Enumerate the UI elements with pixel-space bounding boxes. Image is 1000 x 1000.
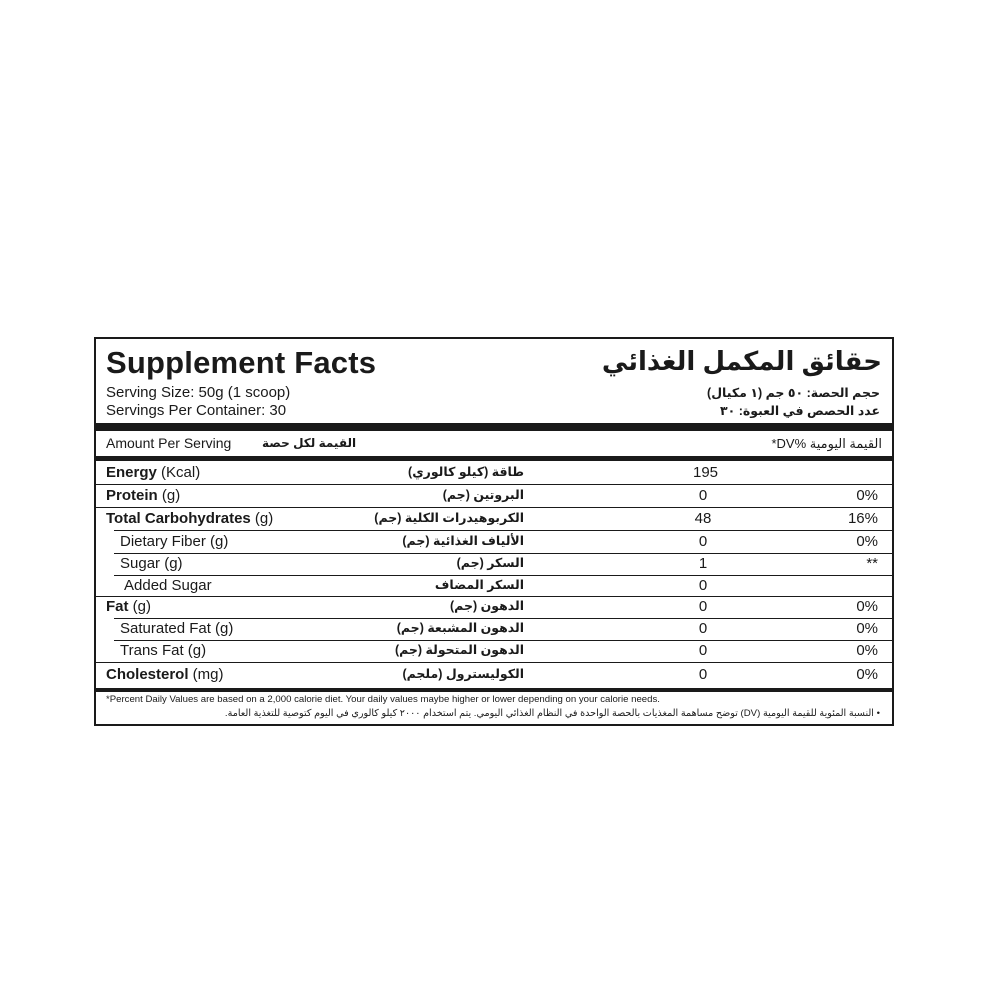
- nutrient-amount: 0: [698, 533, 708, 550]
- nutrient-amount: 0: [698, 577, 708, 594]
- title-en: Supplement Facts: [106, 345, 377, 380]
- nutrient-name-ar: الكربوهيدرات الكلية (جم): [374, 511, 524, 525]
- title-ar: حقائق المكمل الغذائي: [601, 346, 882, 376]
- nutrient-name: Total Carbohydrates (g): [106, 510, 274, 527]
- nutrient-amount: 0: [698, 598, 708, 615]
- nutrient-name-ar: الدهون (جم): [450, 599, 524, 613]
- nutrient-name-ar: السكر (جم): [456, 556, 524, 570]
- nutrient-row-trans-fat: [96, 640, 892, 662]
- nutrient-row-fat: [96, 596, 892, 618]
- serving-size-ar: حجم الحصة: ٥٠ جم (١ مكيال): [707, 386, 880, 400]
- nutrient-dv: 0%: [856, 598, 878, 615]
- nutrient-dv: 0%: [856, 666, 878, 683]
- footnote-en: *Percent Daily Values are based on a 2,000 calorie diet. Your daily values maybe higher or lower depending on your calorie needs.: [106, 694, 660, 705]
- nutrient-name: Trans Fat (g): [120, 642, 207, 659]
- nutrient-amount: 195: [693, 464, 719, 481]
- nutrient-amount: 0: [698, 666, 708, 683]
- supplement-facts-label: [94, 337, 894, 726]
- nutrient-name-ar: الألياف الغذائية (جم): [402, 534, 524, 548]
- nutrient-dv: 0%: [856, 642, 878, 659]
- nutrient-dv: 0%: [856, 487, 878, 504]
- servings-per-container-en: Servings Per Container: 30: [106, 402, 287, 419]
- nutrient-name: Sugar (g): [120, 555, 183, 572]
- amount-per-serving-ar: القيمة لكل حصة: [262, 436, 357, 450]
- daily-value-header-ar: القيمة اليومية %DV*: [771, 436, 882, 451]
- nutrient-row-sugar: [96, 553, 892, 575]
- thick-divider-top: [96, 423, 892, 431]
- nutrient-name: Dietary Fiber (g): [120, 533, 229, 550]
- thick-divider-bottom: [96, 688, 892, 692]
- serving-size-en: Serving Size: 50g (1 scoop): [106, 384, 291, 401]
- nutrient-dv: 0%: [856, 533, 878, 550]
- nutrient-name: Energy (Kcal): [106, 464, 201, 481]
- servings-per-container-ar: عدد الحصص في العبوة: ٣٠: [719, 404, 880, 418]
- nutrient-row-protein: [96, 485, 892, 507]
- nutrient-name-ar: السكر المضاف: [434, 578, 524, 592]
- nutrient-amount: 0: [698, 642, 708, 659]
- nutrient-name-ar: طاقة (كيلو كالوري): [408, 465, 524, 479]
- nutrient-row-energy: [96, 462, 892, 484]
- nutrient-amount: 0: [698, 620, 708, 637]
- nutrient-dv: 0%: [856, 620, 878, 637]
- footnote-ar: • النسبة المئوية للقيمة اليومية (DV) توضح مساهمة المغذيات بالحصة الواحدة في النظام الغذائي اليومي. يتم استخدام ٢٠٠٠ كيلو كالوري في اليوم كتوصية للتغذية العامة.: [224, 708, 880, 719]
- nutrient-name: Protein (g): [106, 487, 181, 504]
- nutrient-name: Saturated Fat (g): [120, 620, 234, 637]
- nutrient-name: Fat (g): [106, 598, 151, 615]
- nutrient-row-added-sugar: [96, 575, 892, 597]
- nutrient-name: Cholesterol (mg): [106, 666, 224, 683]
- nutrient-amount: 48: [694, 510, 712, 527]
- nutrient-row-dietary-fiber: [96, 531, 892, 553]
- nutrient-name-ar: الدهون المتحولة (جم): [394, 643, 524, 657]
- nutrient-amount: 0: [698, 487, 708, 504]
- thick-divider-middle: [96, 456, 892, 461]
- nutrient-name-ar: الكوليسترول (ملجم): [402, 667, 524, 681]
- nutrient-row-total-carbohydrates: [96, 508, 892, 530]
- amount-per-serving-en: Amount Per Serving: [106, 435, 232, 451]
- nutrient-name-ar: الدهون المشبعة (جم): [396, 621, 524, 635]
- nutrient-amount: 1: [698, 555, 708, 572]
- nutrient-dv: 16%: [847, 510, 878, 527]
- nutrient-name: Added Sugar: [124, 577, 212, 594]
- nutrient-row-saturated-fat: [96, 618, 892, 640]
- nutrient-name-ar: البروتين (جم): [442, 488, 524, 502]
- nutrient-dv: **: [866, 555, 878, 572]
- nutrient-row-cholesterol: [96, 664, 892, 686]
- row-divider: [96, 662, 892, 663]
